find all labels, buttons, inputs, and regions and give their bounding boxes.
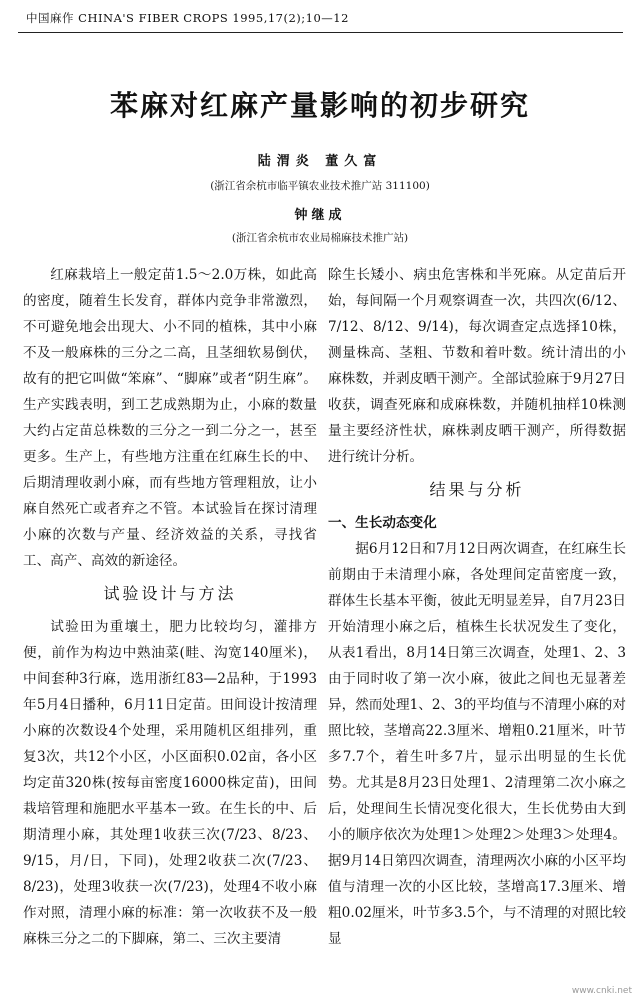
- results-paragraph: 据6月12日和7月12日两次调查，在红麻生长前期由于未清理小麻，各处理间定苗密度一致，群体生长基本平衡，彼此无明显差异，自7月23日开始清理小麻之后，植株生长状况发生了变化，从表1看出，8月14日第三次调查，处理1、2、3由于同时收了第一次小麻，彼此之间也无显著差异，然而处理1、2、3的平均值与不清理小麻的对照比较，茎增高22.3厘米、增粗0.21厘米，叶节多7.7个，着生叶多7片，显示出明显的生长优势。尤其是8月23日处理1、2清理第二次小麻之后，处理间生长情况变化很大，生长优势由大到小的顺序依次为处理1＞处理2＞处理3＞处理4。据9月14日第四次调查，清理两次小麻的小区平均值与清理一次的小区比较，茎增高17.3厘米、增粗0.02厘米，叶节多3.5个，与不清理的对照比较显: [328, 541, 626, 947]
- intro-paragraph: 红麻栽培上一般定苗1.5～2.0万株，如此高的密度，随着生长发育，群体内竞争非常激烈，不可避免地会出现大、小不同的植株，其中小麻不及一般麻株的三分之二高，且茎细软易倒伏，故有的把它叫做“笨麻”、“脚麻”或者“阴生麻”。生产实践表明，到工艺成熟期为止，小麻的数量大约占定苗总株数的三分之一到二分之一，甚至更多。生产上，有些地方注重在红麻生长的中、后期清理收剥小麻，而有些地方管理粗放，让小麻自然死亡或者弃之不管。本试验旨在探讨清理小麻的次数与产量、经济效益的关系，寻找省工、高产、高效的新途径。: [23, 267, 317, 569]
- journal-header: 中国麻作 CHINA'S FIBER CROPS 1995,17(2);10—12: [26, 11, 349, 25]
- section-heading-methods: 试验设计与方法: [103, 584, 237, 603]
- methods-paragraph: 试验田为重壤土，肥力比较均匀，灌排方便，前作为构边中熟油菜(畦、沟宽140厘米)，中间套种3行麻，选用浙红83—2品种，于1993年5月4日播种，6月11日定苗。田间设计按清理小麻的次数设4个处理，采用随机区组排列，重复3次，共12个小区，小区面积0.02亩，各小区均定苗320株(按每亩密度16000株定苗)，田间栽培管理和施肥水平基本一致。在生长的中、后期清理小麻，其处理1收获三次(7/23、8/23、9/15，月/日，下同)，处理2收获二次(7/23、8/23)，处理3收获一次(7/23)，处理4不收小麻作对照，清理小麻的标准：第一次收获不及一般麻株三分之二的下脚麻，第二、三次主要清: [23, 619, 317, 947]
- subsection-heading-growth: 一、生长动态变化: [328, 515, 437, 531]
- right-column: [328, 262, 626, 952]
- article-author-2: 钟继成: [294, 208, 346, 223]
- section-heading-results: 结果与分析: [429, 480, 525, 499]
- author-affiliation-2: (浙江省余杭市农业局棉麻技术推广站): [231, 232, 409, 244]
- methods-continued-paragraph: 除生长矮小、病虫危害株和半死麻。从定苗后开始，每间隔一个月观察调查一次，共四次(6/12、7/12、8/12、9/14)，每次调查定点选择10株，测量株高、茎粗、节数和着叶数。统计清出的小麻株数，并剥皮晒干测产。全部试验麻于9月27日收获，调查死麻和成麻株数，并随机抽样10株测量主要经济性状，麻株剥皮晒干测产，所得数据进行统计分析。: [328, 267, 626, 465]
- author-affiliation-1: (浙江省余杭市临平镇农业技术推广站 311100): [210, 180, 430, 192]
- article-title: 苯麻对红麻产量影响的初步研究: [109, 89, 530, 122]
- header-rule: [18, 32, 623, 33]
- watermark: www.cnki.net: [571, 986, 632, 996]
- left-column: [23, 262, 317, 952]
- article-authors: 陆渭炎 董久富: [257, 154, 383, 169]
